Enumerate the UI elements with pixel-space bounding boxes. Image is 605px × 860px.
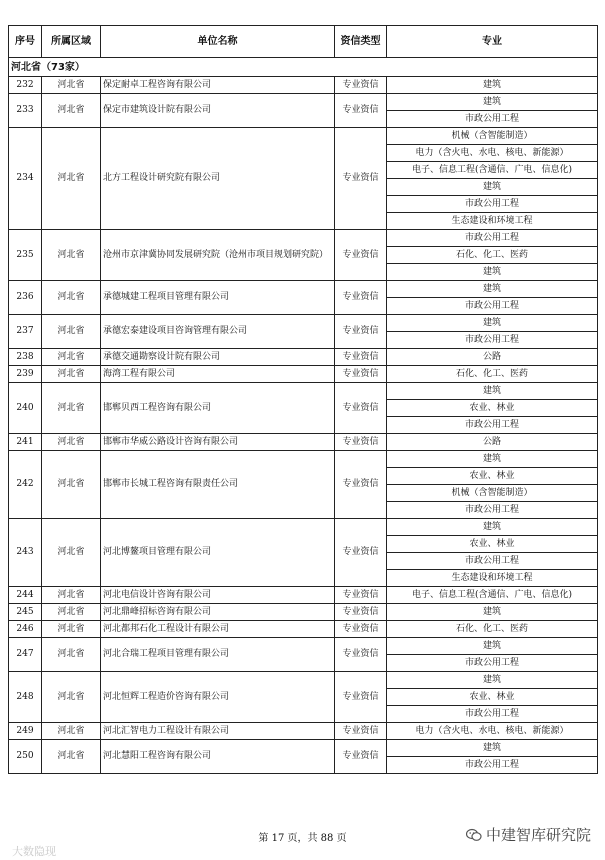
wechat-icon	[466, 828, 482, 842]
specialty-cell: 市政公用工程	[387, 111, 598, 128]
specialty-cell: 公路	[387, 434, 598, 451]
table-row	[9, 94, 598, 111]
company-name: 北方工程设计研究院有限公司	[101, 128, 335, 230]
company-name: 邯郸市华威公路设计咨询有限公司	[101, 434, 335, 451]
credit-type: 专业资信	[335, 621, 387, 638]
row-number: 239	[9, 366, 42, 383]
row-region: 河北省	[42, 366, 101, 383]
row-number: 249	[9, 723, 42, 740]
row-number: 247	[9, 638, 42, 672]
specialty-cell: 建筑	[387, 77, 598, 94]
specialty-cell: 建筑	[387, 179, 598, 196]
specialty-cell: 电子、信息工程(含通信、广电、信息化)	[387, 162, 598, 179]
row-region: 河北省	[42, 604, 101, 621]
row-region: 河北省	[42, 621, 101, 638]
specialty-cell: 公路	[387, 349, 598, 366]
company-name: 河北汇智电力工程设计有限公司	[101, 723, 335, 740]
row-region: 河北省	[42, 740, 101, 774]
credit-type: 专业资信	[335, 349, 387, 366]
specialty-cell: 建筑	[387, 315, 598, 332]
credit-type: 专业资信	[335, 366, 387, 383]
credit-type: 专业资信	[335, 519, 387, 587]
row-number: 248	[9, 672, 42, 723]
watermark-right-text: 中建智库研究院	[485, 826, 591, 844]
specialty-cell: 农业、林业	[387, 468, 598, 485]
specialty-cell: 建筑	[387, 604, 598, 621]
specialty-cell: 市政公用工程	[387, 553, 598, 570]
specialty-cell: 电力（含火电、水电、核电、新能源）	[387, 145, 598, 162]
specialty-cell: 建筑	[387, 451, 598, 468]
row-region: 河北省	[42, 315, 101, 349]
row-number: 235	[9, 230, 42, 281]
table-row	[9, 604, 598, 621]
credit-type: 专业资信	[335, 383, 387, 434]
table-row	[9, 315, 598, 332]
table-row	[9, 672, 598, 689]
specialty-cell: 生态建设和环境工程	[387, 213, 598, 230]
row-region: 河北省	[42, 94, 101, 128]
table-row	[9, 366, 598, 383]
row-region: 河北省	[42, 434, 101, 451]
table-row	[9, 740, 598, 757]
header-no: 序号	[9, 26, 42, 58]
credit-type: 专业资信	[335, 94, 387, 128]
specialty-cell: 电力（含火电、水电、核电、新能源）	[387, 723, 598, 740]
specialty-cell: 建筑	[387, 264, 598, 281]
company-name: 邯郸市长城工程咨询有限责任公司	[101, 451, 335, 519]
specialty-cell: 石化、化工、医药	[387, 621, 598, 638]
row-region: 河北省	[42, 281, 101, 315]
table-row	[9, 230, 598, 247]
row-number: 245	[9, 604, 42, 621]
company-name: 河北鼎峰招标咨询有限公司	[101, 604, 335, 621]
header-type: 资信类型	[335, 26, 387, 58]
region-title: 河北省（73家）	[9, 58, 598, 77]
region-row	[9, 58, 598, 77]
specialty-cell: 电子、信息工程(含通信、广电、信息化)	[387, 587, 598, 604]
table-row	[9, 519, 598, 536]
specialty-cell: 市政公用工程	[387, 757, 598, 774]
specialty-cell: 建筑	[387, 519, 598, 536]
credit-type: 专业资信	[335, 434, 387, 451]
watermark-left: 大数隐现	[12, 845, 56, 858]
specialty-cell: 市政公用工程	[387, 230, 598, 247]
specialty-cell: 市政公用工程	[387, 298, 598, 315]
company-name: 承德交通勘察设计院有限公司	[101, 349, 335, 366]
company-name: 邯郸贝西工程咨询有限公司	[101, 383, 335, 434]
credit-type: 专业资信	[335, 230, 387, 281]
company-name: 承德宏泰建设项目咨询管理有限公司	[101, 315, 335, 349]
row-number: 241	[9, 434, 42, 451]
row-region: 河北省	[42, 383, 101, 434]
credit-type: 专业资信	[335, 740, 387, 774]
qualification-table	[8, 25, 598, 774]
specialty-cell: 机械（含智能制造）	[387, 128, 598, 145]
row-number: 250	[9, 740, 42, 774]
row-number: 233	[9, 94, 42, 128]
header-row	[9, 26, 598, 58]
company-name: 河北电信设计咨询有限公司	[101, 587, 335, 604]
company-name: 河北都邦石化工程设计有限公司	[101, 621, 335, 638]
table-row	[9, 587, 598, 604]
specialty-cell: 农业、林业	[387, 689, 598, 706]
row-region: 河北省	[42, 77, 101, 94]
specialty-cell: 建筑	[387, 383, 598, 400]
document-page	[8, 25, 597, 774]
company-name: 保定耐卓工程咨询有限公司	[101, 77, 335, 94]
row-number: 234	[9, 128, 42, 230]
watermark-right	[466, 824, 591, 845]
specialty-cell: 建筑	[387, 638, 598, 655]
header-region: 所属区域	[42, 26, 101, 58]
row-number: 237	[9, 315, 42, 349]
specialty-cell: 建筑	[387, 672, 598, 689]
credit-type: 专业资信	[335, 315, 387, 349]
table-row	[9, 451, 598, 468]
row-region: 河北省	[42, 672, 101, 723]
table-row	[9, 128, 598, 145]
row-number: 240	[9, 383, 42, 434]
row-region: 河北省	[42, 638, 101, 672]
company-name: 沧州市京津冀协同发展研究院（沧州市项目规划研究院）	[101, 230, 335, 281]
specialty-cell: 建筑	[387, 740, 598, 757]
header-company: 单位名称	[101, 26, 335, 58]
company-name: 河北慧阳工程咨询有限公司	[101, 740, 335, 774]
row-number: 244	[9, 587, 42, 604]
specialty-cell: 市政公用工程	[387, 655, 598, 672]
row-region: 河北省	[42, 723, 101, 740]
specialty-cell: 建筑	[387, 94, 598, 111]
credit-type: 专业资信	[335, 281, 387, 315]
table-row	[9, 638, 598, 655]
credit-type: 专业资信	[335, 587, 387, 604]
company-name: 承德城建工程项目管理有限公司	[101, 281, 335, 315]
specialty-cell: 建筑	[387, 281, 598, 298]
row-region: 河北省	[42, 451, 101, 519]
table-row	[9, 349, 598, 366]
credit-type: 专业资信	[335, 77, 387, 94]
specialty-cell: 市政公用工程	[387, 196, 598, 213]
credit-type: 专业资信	[335, 723, 387, 740]
credit-type: 专业资信	[335, 604, 387, 621]
specialty-cell: 石化、化工、医药	[387, 366, 598, 383]
row-number: 242	[9, 451, 42, 519]
table-row	[9, 383, 598, 400]
specialty-cell: 农业、林业	[387, 400, 598, 417]
table-row	[9, 434, 598, 451]
header-specialty: 专业	[387, 26, 598, 58]
credit-type: 专业资信	[335, 128, 387, 230]
specialty-cell: 农业、林业	[387, 536, 598, 553]
credit-type: 专业资信	[335, 672, 387, 723]
table-row	[9, 281, 598, 298]
row-number: 232	[9, 77, 42, 94]
row-region: 河北省	[42, 519, 101, 587]
credit-type: 专业资信	[335, 638, 387, 672]
table-row	[9, 77, 598, 94]
credit-type: 专业资信	[335, 451, 387, 519]
page-footer: 第 17 页，共 88 页	[258, 833, 347, 844]
specialty-cell: 市政公用工程	[387, 332, 598, 349]
row-region: 河北省	[42, 349, 101, 366]
row-number: 243	[9, 519, 42, 587]
table-row	[9, 621, 598, 638]
company-name: 河北恒辉工程造价咨询有限公司	[101, 672, 335, 723]
specialty-cell: 市政公用工程	[387, 706, 598, 723]
row-number: 238	[9, 349, 42, 366]
specialty-cell: 市政公用工程	[387, 502, 598, 519]
row-region: 河北省	[42, 587, 101, 604]
row-region: 河北省	[42, 230, 101, 281]
company-name: 河北合瑞工程项目管理有限公司	[101, 638, 335, 672]
company-name: 海湾工程有限公司	[101, 366, 335, 383]
row-number: 236	[9, 281, 42, 315]
specialty-cell: 生态建设和环境工程	[387, 570, 598, 587]
table-row	[9, 723, 598, 740]
row-number: 246	[9, 621, 42, 638]
specialty-cell: 机械（含智能制造）	[387, 485, 598, 502]
company-name: 河北博鳌项目管理有限公司	[101, 519, 335, 587]
row-region: 河北省	[42, 128, 101, 230]
specialty-cell: 市政公用工程	[387, 417, 598, 434]
company-name: 保定市建筑设计院有限公司	[101, 94, 335, 128]
specialty-cell: 石化、化工、医药	[387, 247, 598, 264]
